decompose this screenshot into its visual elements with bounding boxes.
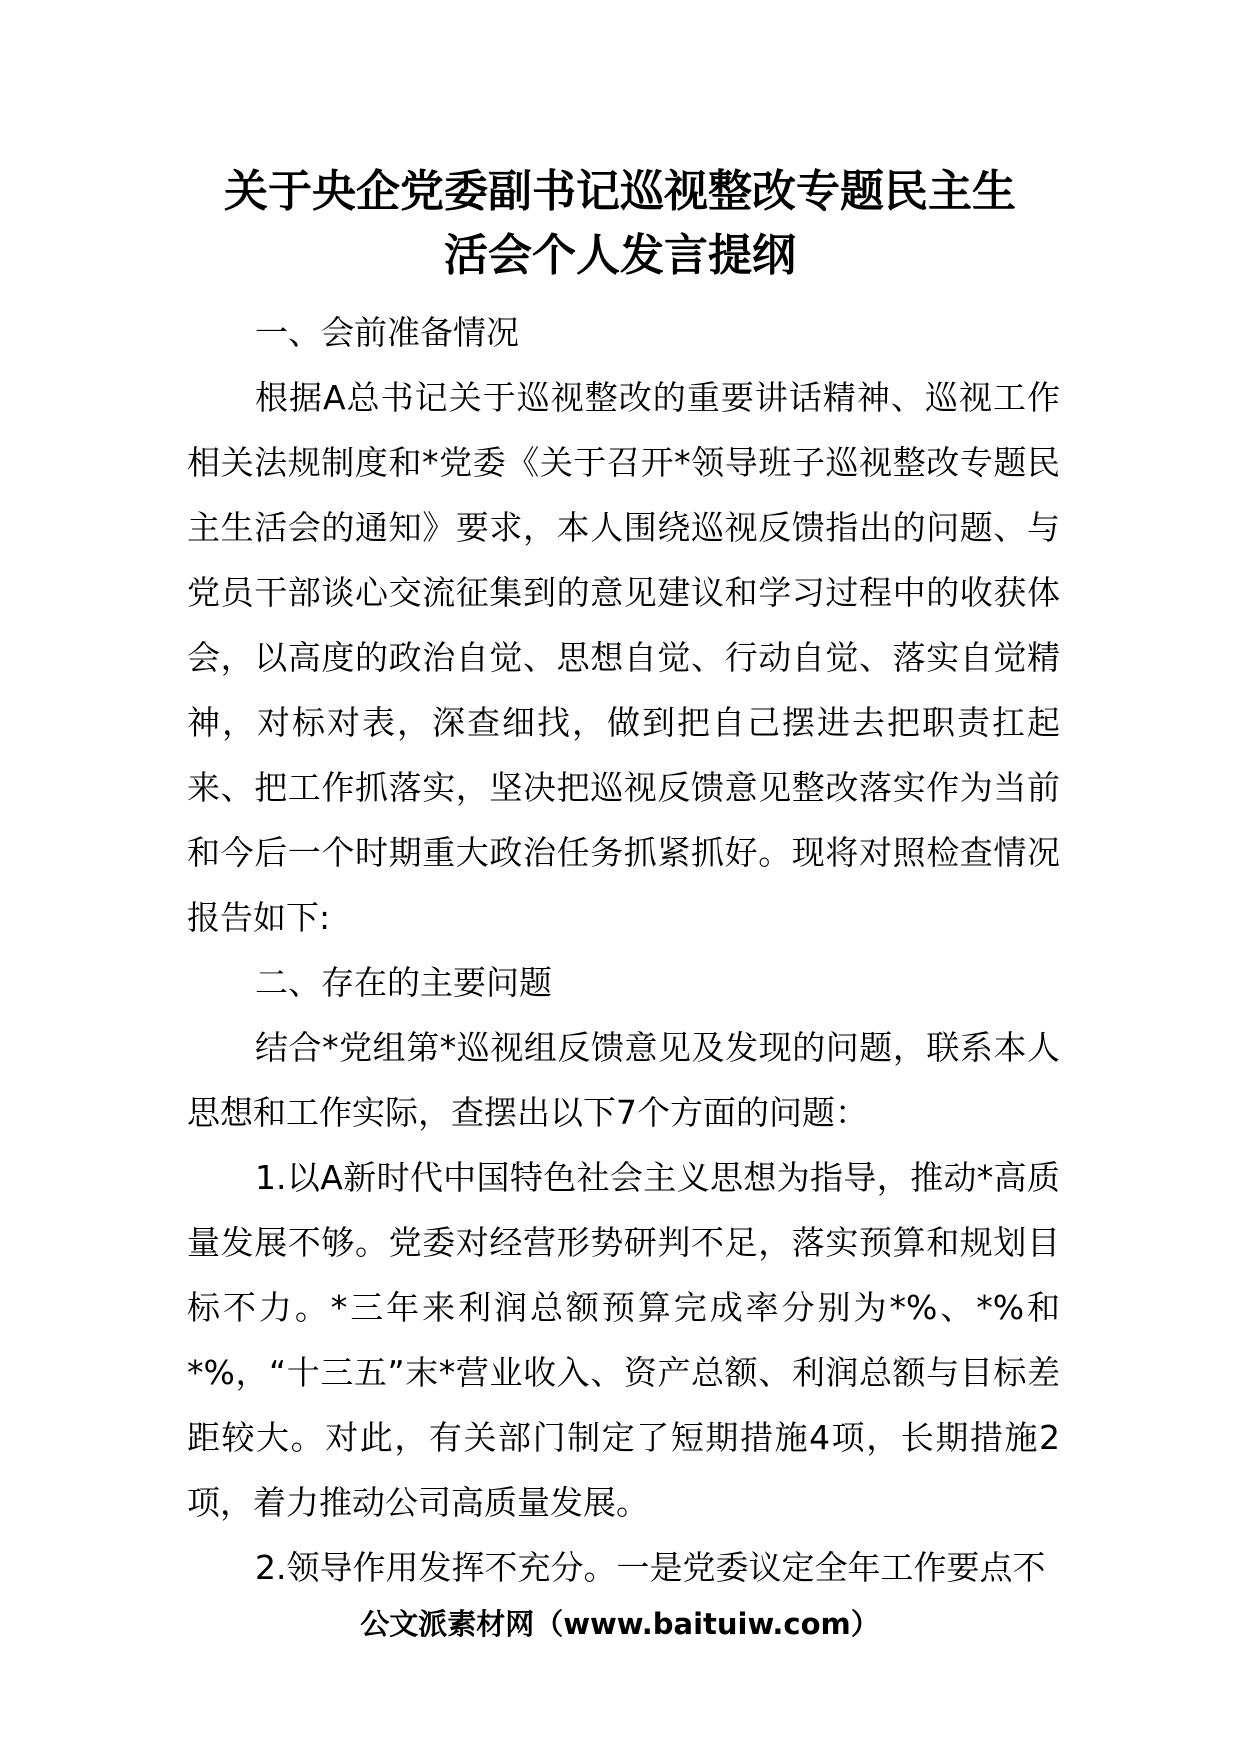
footer-watermark-text: 公文派素材网（www.baituiw.com） bbox=[360, 1607, 880, 1641]
paragraph-preparation-details: 根据A总书记关于巡视整改的重要讲话精神、巡视工作相关法规制度和*党委《关于召开*领导班子巡视整改专题民主生活会的通知》要求，本人围绕巡视反馈指出的问题、与党员干部谈心交流征集到的意见建议和学习过程中的收获体会，以高度的政治自觉、思想自觉、行动自觉、落实自觉精神，对标对表，深查细找，做到把自己摆进去把职责扛起来、把工作抓落实，坚决把巡视反馈意见整改落实作为当前和今后一个时期重大政治任务抓紧抓好。现将对照检查情况报告如下: bbox=[187, 378, 1060, 937]
paragraph-problem-2: 2.领导作用发挥不充分。一是党委议定全年工作要点不 bbox=[255, 1548, 1046, 1587]
document-body bbox=[187, 300, 1060, 1600]
paragraph-problem-1: 1.以A新时代中国特色社会主义思想为指导，推动*高质量发展不够。党委对经营形势研判不足，落实预算和规划目标不力。*三年来利润总额预算完成率分别为*%、*%和*%，“十三五”末*营业收入、资产总额、利润总额与目标差距较大。对此，有关部门制定了短期措施4项，长期措施2项，着力推动公司高质量发展。 bbox=[187, 1158, 1060, 1522]
document-title bbox=[140, 160, 1100, 288]
document-title-line-2: 活会个人发言提纲 bbox=[444, 230, 796, 281]
document-title-line-1: 关于央企党委副书记巡视整改专题民主生 bbox=[224, 166, 1016, 217]
section-heading-main-problems: 二、存在的主要问题 bbox=[255, 963, 552, 1002]
paragraph-problems-intro: 结合*党组第*巡视组反馈意见及发现的问题，联系本人思想和工作实际，查摆出以下7个方面的问题： bbox=[187, 1028, 1060, 1132]
section-heading-meeting-preparation: 一、会前准备情况 bbox=[255, 313, 519, 352]
